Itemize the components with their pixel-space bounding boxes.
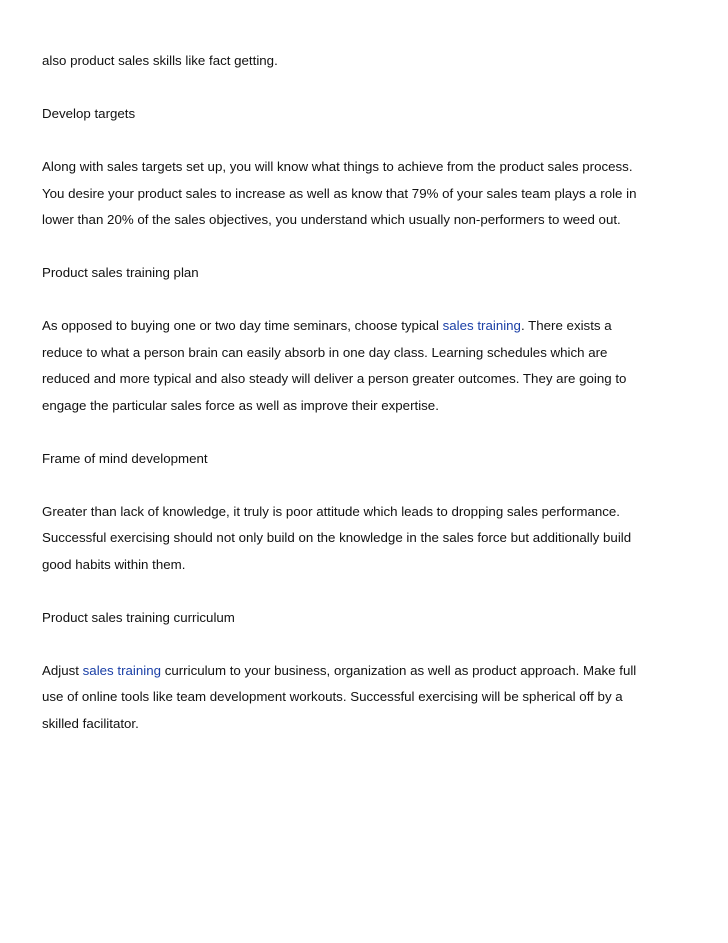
paragraph-curriculum bbox=[42, 658, 692, 738]
text-line: use of online tools like team development workouts. Successful exercising will be spherical off by a bbox=[42, 689, 623, 704]
text-line bbox=[42, 658, 692, 685]
text-line bbox=[42, 313, 692, 340]
text-line: also product sales skills like fact getting. bbox=[42, 53, 278, 68]
text-line: reduced and more typical and also steady will deliver a person greater outcomes. They are going to bbox=[42, 371, 627, 386]
text-line: Successful exercising should not only build on the knowledge in the sales force but additionally build bbox=[42, 530, 632, 545]
text-line: lower than 20% of the sales objectives, you understand which usually non-performers to weed out. bbox=[42, 212, 621, 227]
text-line: You desire your product sales to increase as well as know that 79% of your sales team plays a role in bbox=[42, 185, 637, 201]
text-line: Greater than lack of knowledge, it truly is poor attitude which leads to dropping sales performance. bbox=[42, 503, 620, 519]
heading-curriculum: Product sales training curriculum bbox=[42, 609, 235, 625]
text-line: good habits within them. bbox=[42, 556, 186, 572]
heading-mindset: Frame of mind development bbox=[42, 450, 208, 466]
paragraph-intro bbox=[42, 48, 692, 75]
text-line: reduce to what a person brain can easily absorb in one day class. Learning schedules which are bbox=[42, 344, 608, 360]
sales-training-link[interactable]: sales training bbox=[442, 318, 521, 333]
sales-training-link[interactable]: sales training bbox=[82, 662, 162, 678]
heading-develop-targets: Develop targets bbox=[42, 106, 136, 121]
text-line: skilled facilitator. bbox=[42, 715, 139, 731]
text-segment: As opposed to buying one or two day time seminars, choose typical bbox=[42, 318, 443, 333]
paragraph-targets bbox=[42, 154, 692, 234]
text-segment: Adjust bbox=[42, 662, 83, 678]
text-segment: . There exists a bbox=[520, 318, 612, 333]
paragraph-training-plan bbox=[42, 313, 692, 419]
text-segment: curriculum to your business, organization as well as product approach. Make full bbox=[161, 662, 637, 678]
text-line: engage the particular sales force as well as improve their expertise. bbox=[42, 397, 439, 413]
document-body bbox=[42, 48, 692, 764]
heading-training-plan: Product sales training plan bbox=[42, 265, 199, 280]
paragraph-mindset bbox=[42, 499, 692, 579]
text-line: Along with sales targets set up, you will know what things to achieve from the product sales process. bbox=[42, 159, 633, 174]
